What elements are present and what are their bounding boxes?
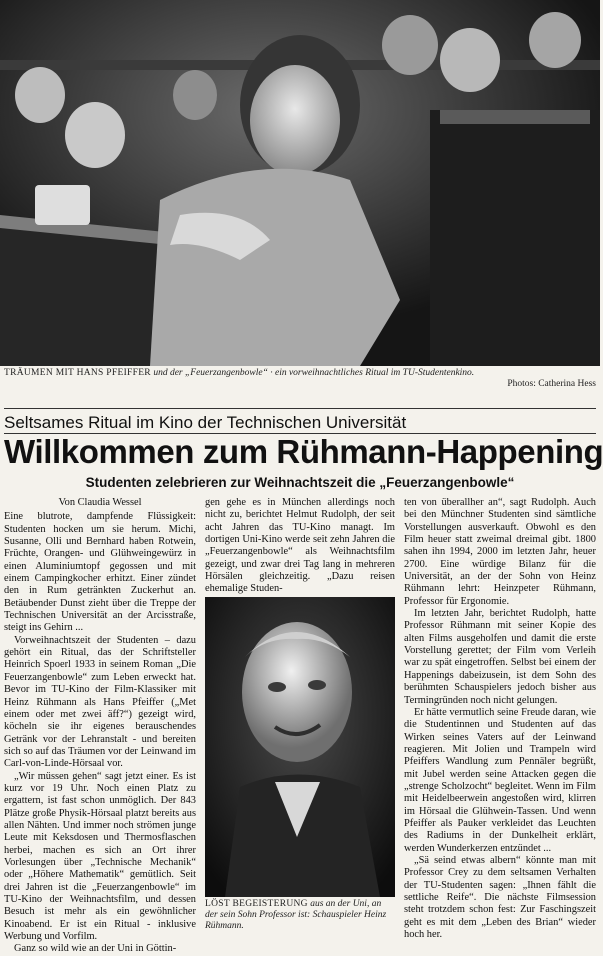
paragraph: gen gehe es in München allerdings noch nicht zu, berichtet Helmut Rudolph, der seit acht Jahren das TU-Kino managt. Im dortigen Uni-Kino werde seit zehn Jahren die „Feuerzangenbowle“ als Weihnachtsfilm gezeigt, und zwar drei Tag lang in mehreren Hörsälen gleichzeitig. „Dazu reisen ehemalige Studen- bbox=[205, 497, 395, 595]
ruehmann-portrait-photo bbox=[205, 597, 395, 897]
article-column-1 bbox=[4, 497, 196, 955]
paragraph: „Wir müssen gehen“ sagt jetzt einer. Es ist kurz vor 19 Uhr. Noch einen Platz zu ergattern, ist fast schon unmöglich. Der 843 Plätze große Physik-Hörsaal platzt bereits aus allen Nähten. Und immer noch strömen junge Leute mit Keksdosen und Thermosflaschen herbei, machen es sich an Ort ihrer Vorlesungen über „Technische Mechanik“ oder „Höhere Mathematik“ gemütlich. Seit drei Jahren ist die „Feuerzangenbowle“ im TU-Kino der Weihnachtsfilm, und dessen Besuch ist mehr als ein gewöhnlicher Kinoabend. Er ist ein Ritual - inklusive Werbung und Vorfilm. bbox=[4, 770, 196, 943]
portrait-illustration bbox=[205, 597, 395, 897]
paragraph: ten von überallher an“, sagt Rudolph. Auch bei den Münchner Studenten sind sämtliche Vorstellungen ausverkauft. Obwohl es den Film heuer statt zweimal dreimal gibt. 1800 sahen ihn 1994, 2000 im letzten Jahr, heuer 2700. Eine würdige Bilanz für die Universität, an der der Sohn von Heinz Rühmann lehrt: Heinzpeter Rühmann, Professor für Ergonomie. bbox=[404, 497, 596, 607]
photo-illustration bbox=[0, 0, 600, 366]
portrait-caption-lead: LÖST BEGEISTERUNG bbox=[205, 899, 308, 909]
portrait-caption-text: aus an der Uni, an der sein Sohn Professor ist: Schauspieler Heinz Rühmann. bbox=[205, 899, 387, 931]
portrait-caption bbox=[205, 899, 395, 931]
lecture-hall-photo bbox=[0, 0, 600, 366]
paragraph: Im letzten Jahr, berichtet Rudolph, hatte Professor Rühmann mit seiner Kopie des alten Films ausgeholfen und damit die erste Vorstellung gerettet; der Film vom Verleih war zu spät eingetroffen. Selbst bei einem der Happenings dabeizusein, ist dem Sohn des berühmten Schauspielers jedoch bisher aus Termingründen noch nicht gelungen. bbox=[404, 608, 596, 706]
paragraph: „Sä seind etwas albern“ könnte man mit Professor Crey zu dem seltsamen Verhalten der TU-Studenten sagen: „Ihnen fählt die settliche Reife“. Die nächste Filmsession steht trotzdem schon fest: Zur Faschingszeit geht es mit dem „Leben des Brian“ wieder hoch her. bbox=[404, 854, 596, 941]
top-caption-text: und der „Feuerzangenbowle“ · ein vorweihnachtliches Ritual im TU-Studentenkino. bbox=[153, 368, 475, 378]
article-kicker: Seltsames Ritual im Kino der Technischen Universität bbox=[4, 413, 407, 432]
paragraph: Ganz so wild wie an der Uni in Göttin- bbox=[14, 943, 177, 955]
top-caption-lead: TRÄUMEN MIT HANS PFEIFFER bbox=[4, 368, 151, 378]
photo-credit: Photos: Catherina Hess bbox=[507, 379, 596, 389]
paragraph: Er hätte vermutlich seine Freude daran, wie die Studentinnen und Studenten auf das Wirken seines Vaters auf der Leinwand reagieren. Mit Jolien und Trampeln wird Pfeiffers Wandlung zum Pennäler begrüßt, mit Jubel werden seine Attacken gegen die „strenge Scholzocht“ begleitet. Wenn im Film mit Heidelbeerwein angestoßen wird, klirren im Hörsaal die Glühwein-Tassen. Und wenn Pfeiffer als Pauker verkleidet das Leuchten des Radiums in der Dunkelheit erklärt, werden Wunderkerzen entzündet ... bbox=[404, 706, 596, 854]
top-photo-caption bbox=[4, 368, 596, 406]
article-column-2 bbox=[205, 497, 395, 595]
divider-rule bbox=[4, 408, 596, 409]
article-subhead: Studenten zelebrieren zur Weihnachtszeit die „Feuerzangenbowle“ bbox=[85, 475, 515, 490]
paragraph: Vorweihnachtszeit der Studenten – dazu gehört ein Ritual, das der Schriftsteller Heinrich Spoerl 1933 in seinem Roman „Die Feuerzangenbowle“ zum Leben erweckt hat. Bevor im TU-Kino der Film-Klassiker mit Heinz Rühmann als Hans Pfeiffer („Met einem oder met zwei äff?“) gezeigt wird, köcheln sie ihr eigenes berauschendes Getränk vor der Lehranstalt - und bereiten sich so auf das Träumen vor der Leinwand im Carl-von-Linde-Hörsaal vor. bbox=[4, 634, 196, 770]
article-column-3 bbox=[404, 497, 596, 941]
article-headline: Willkommen zum Rühmann-Happening bbox=[4, 433, 603, 470]
paragraph: Eine blutrote, dampfende Flüssigkeit: Studenten hocken um sie herum. Michi, Susanne, Olli und Bernhard haben Rotwein, Früchte, Orangen- und Glühweingewürz in einen Aluminiumtopf gegossen und mit einem Campingkocher erhitzt. Einer zündet den in Rum getränkten Zuckerhut an. Betäubender Dunst zieht über die Treppe der Technischen Universität an der Arcisstraße, steigt ins Gehirn ... bbox=[4, 511, 196, 634]
byline: Von Claudia Wessel bbox=[58, 497, 142, 508]
